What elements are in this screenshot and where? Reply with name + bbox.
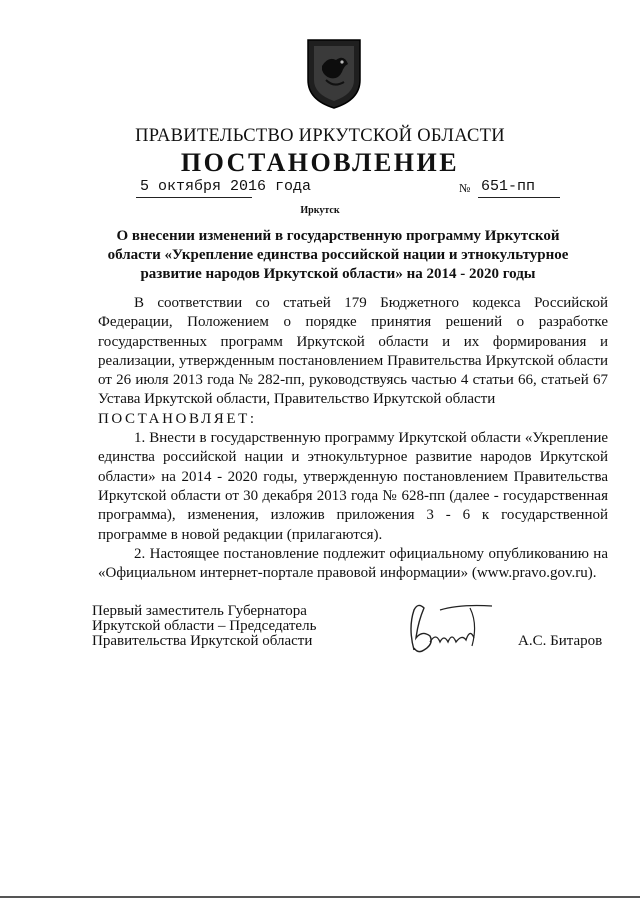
intro-paragraph: [98, 294, 608, 410]
signatory-position: [92, 604, 352, 649]
position-line-1: Первый заместитель Губернатора: [92, 603, 307, 619]
document-date: 5 октября 2016 года: [140, 178, 312, 195]
decree-paragraph: [98, 410, 608, 429]
document-body: [98, 294, 608, 583]
coat-of-arms-icon: [304, 36, 364, 110]
document-type: ПОСТАНОВЛЕНИЕ: [180, 148, 460, 177]
document-title: О внесении изменений в государственную программу Иркутской области «Укрепление единства российской нации и этнокультурное развитие народов Иркутской области» на 2014 - 2020 годы: [107, 228, 569, 282]
item-1: 1. Внести в государственную программу Иркутской области «Укрепление единства российской нации и этнокультурное развитие народов Иркутской области» на 2014 - 2020 годы, утвержденную постановлением Правительства Иркутской области от 30 декабря 2013 года № 628-пп (далее - государственная программа), изменения, изложив приложения 3 - 6 к государственной программе в новой редакции (прилагаются).: [98, 430, 608, 543]
number-prefix: №: [459, 181, 471, 195]
government-name: ПРАВИТЕЛЬСТВО ИРКУТСКОЙ ОБЛАСТИ: [135, 126, 505, 146]
document-number: 651-пп: [481, 178, 536, 195]
decree-word: ПОСТАНОВЛЯЕТ:: [98, 410, 257, 427]
position-line-3: Правительства Иркутской области: [92, 633, 313, 649]
intro-text: В соответствии со статьей 179 Бюджетного кодекса Российской Федерации, Положением о порядке принятия решений о разработке государственных программ Иркутской области и их формирования и реализации, утвержденным постановлением Правительства Иркутской области от 26 июля 2013 года № 282-пп, руководствуясь частью 4 статьи 66, статьей 67 Устава Иркутской области, Правительство Иркутской области: [98, 295, 608, 408]
position-line-2: Иркутской области – Председатель: [92, 618, 317, 634]
handwritten-signature: [400, 598, 500, 660]
date-underline: [136, 197, 252, 198]
number-underline: [478, 197, 560, 198]
signatory-name: А.С. Битаров: [518, 633, 603, 649]
city-label: Иркутск: [300, 205, 340, 216]
item-2: 2. Настоящее постановление подлежит официальному опубликованию на «Официальном интернет-портале правовой информации» (www.pravo.gov.ru).: [98, 545, 608, 582]
page-bottom-edge: [0, 896, 640, 898]
